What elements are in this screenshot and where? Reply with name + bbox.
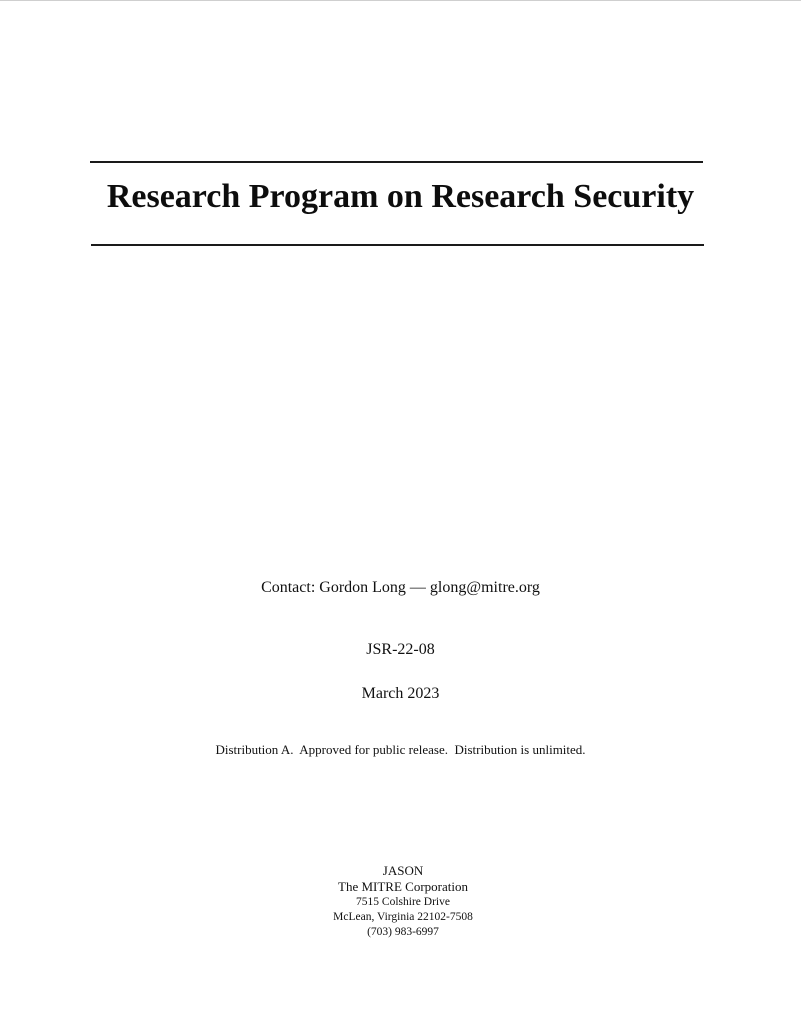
contact-line: Contact: Gordon Long — glong@mitre.org (261, 579, 540, 596)
organization-block (0, 863, 801, 940)
organization-city: McLean, Virginia 22102-7508 (333, 911, 473, 923)
page-top-edge (0, 0, 801, 1)
organization-phone: (703) 983-6997 (367, 926, 439, 938)
distribution-statement: Distribution A. Approved for public release. Distribution is unlimited. (215, 742, 586, 757)
publication-date: March 2023 (361, 685, 440, 702)
title-bottom-rule (91, 244, 704, 246)
title-top-rule (90, 161, 703, 163)
document-title: Research Program on Research Security (106, 178, 695, 215)
organization-corporation: The MITRE Corporation (338, 879, 468, 894)
organization-street: 7515 Colshire Drive (356, 896, 450, 908)
report-number: JSR-22-08 (366, 641, 435, 658)
organization-name: JASON (382, 863, 424, 878)
